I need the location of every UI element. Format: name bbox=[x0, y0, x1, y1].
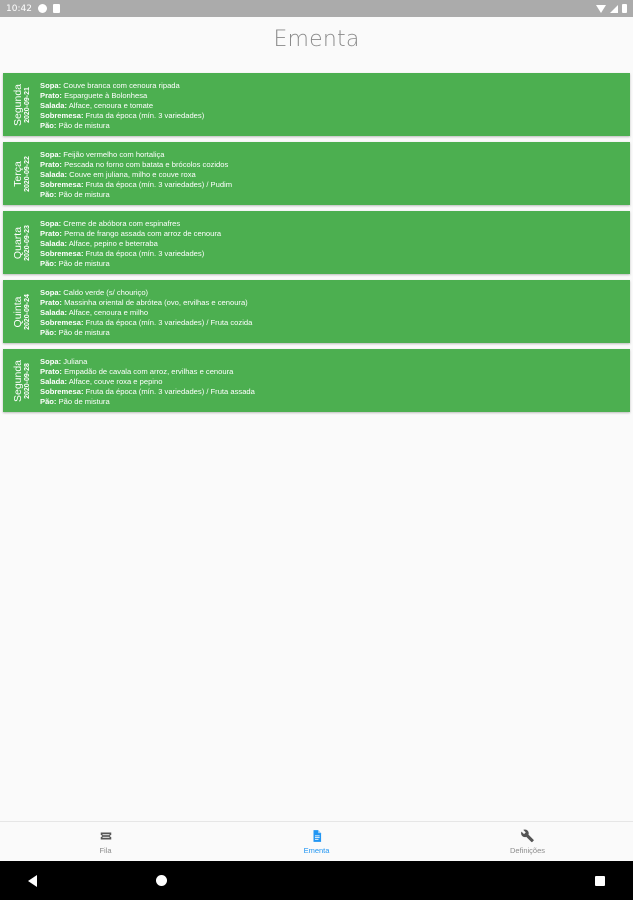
day-items bbox=[40, 280, 252, 343]
nav-item-ementa[interactable] bbox=[211, 822, 422, 861]
back-icon[interactable] bbox=[28, 875, 37, 887]
menu-row-main: Prato: Pescada no forno com batata e brócolos cozidos bbox=[40, 160, 229, 169]
wifi-icon bbox=[596, 5, 606, 13]
menu-row-bread: Pão: Pão de mistura bbox=[40, 259, 110, 268]
menu-row-bread: Pão: Pão de mistura bbox=[40, 397, 110, 406]
day-name: Segunda bbox=[11, 359, 24, 402]
menu-row-bread: Pão: Pão de mistura bbox=[40, 121, 110, 130]
day-card-0[interactable] bbox=[3, 73, 630, 136]
day-items bbox=[40, 349, 255, 412]
menu-row-soup: Sopa: Juliana bbox=[40, 357, 88, 366]
home-icon[interactable] bbox=[156, 875, 167, 886]
day-label bbox=[3, 211, 40, 274]
menu-row-soup: Sopa: Couve branca com cenoura ripada bbox=[40, 81, 180, 90]
day-card-1[interactable] bbox=[3, 142, 630, 205]
battery-icon bbox=[622, 4, 627, 13]
day-name: Terça bbox=[11, 160, 24, 187]
nav-label: Ementa bbox=[303, 845, 330, 855]
nav-item-definicoes[interactable] bbox=[422, 822, 633, 861]
menu-row-soup: Sopa: Feijão vermelho com hortaliça bbox=[40, 150, 165, 159]
status-time: 10:42 bbox=[6, 3, 32, 14]
nav-item-fila[interactable] bbox=[0, 822, 211, 861]
menu-row-bread: Pão: Pão de mistura bbox=[40, 190, 110, 199]
day-card-3[interactable] bbox=[3, 280, 630, 343]
menu-row-salad: Salada: Couve em juliana, milho e couve roxa bbox=[40, 170, 196, 179]
day-name: Quinta bbox=[11, 296, 24, 327]
page-title: Ementa bbox=[273, 27, 360, 52]
document-icon bbox=[310, 829, 324, 843]
day-name: Segunda bbox=[11, 83, 24, 126]
menu-row-main: Prato: Esparguete à Bolonhesa bbox=[40, 91, 148, 100]
menu-row-bread: Pão: Pão de mistura bbox=[40, 328, 110, 337]
day-date: 2020-09-22 bbox=[23, 155, 31, 192]
day-items bbox=[40, 73, 204, 136]
day-label bbox=[3, 73, 40, 136]
day-date: 2020-09-21 bbox=[23, 86, 31, 123]
menu-row-salad: Salada: Alface, pepino e beterraba bbox=[40, 239, 158, 248]
menu-row-main: Prato: Perna de frango assada com arroz de cenoura bbox=[40, 229, 222, 238]
menu-row-dessert: Sobremesa: Fruta da época (mín. 3 variedades) bbox=[40, 111, 205, 120]
menu-row-salad: Salada: Alface, cenoura e milho bbox=[40, 308, 149, 317]
day-name: Quarta bbox=[11, 226, 24, 259]
day-date: 2020-09-28 bbox=[23, 362, 31, 399]
menu-row-salad: Salada: Alface, couve roxa e pepino bbox=[40, 377, 163, 386]
day-date: 2020-09-24 bbox=[23, 293, 31, 330]
day-label bbox=[3, 280, 40, 343]
day-card-4[interactable] bbox=[3, 349, 630, 412]
menu-row-dessert: Sobremesa: Fruta da época (mín. 3 variedades) / Fruta cozida bbox=[40, 318, 253, 327]
day-label bbox=[3, 349, 40, 412]
nav-label: Fila bbox=[99, 845, 112, 855]
menu-row-main: Prato: Massinha oriental de abrótea (ovo, ervilhas e cenoura) bbox=[40, 298, 248, 307]
nav-label: Definições bbox=[509, 845, 546, 855]
menu-row-dessert: Sobremesa: Fruta da época (mín. 3 variedades) / Fruta assada bbox=[40, 387, 255, 396]
menu-list bbox=[3, 73, 630, 418]
signal-icon bbox=[610, 5, 618, 13]
wrench-icon bbox=[521, 829, 535, 843]
system-nav-bar bbox=[0, 861, 633, 900]
day-label bbox=[3, 142, 40, 205]
day-date: 2020-09-23 bbox=[23, 224, 31, 261]
menu-row-soup: Sopa: Caldo verde (s/ chouriço) bbox=[40, 288, 149, 297]
menu-row-dessert: Sobremesa: Fruta da época (mín. 3 variedades) bbox=[40, 249, 205, 258]
recents-icon[interactable] bbox=[595, 876, 605, 886]
ticket-icon bbox=[99, 829, 113, 843]
menu-row-main: Prato: Empadão de cavala com arroz, ervilhas e cenoura bbox=[40, 367, 234, 376]
menu-row-dessert: Sobremesa: Fruta da época (mín. 3 variedades) / Pudim bbox=[40, 180, 233, 189]
sd-card-icon bbox=[53, 4, 60, 13]
day-items bbox=[40, 211, 221, 274]
status-bar bbox=[0, 0, 633, 17]
notification-icon bbox=[38, 4, 47, 13]
day-card-2[interactable] bbox=[3, 211, 630, 274]
bottom-nav bbox=[0, 821, 633, 861]
menu-row-salad: Salada: Alface, cenoura e tomate bbox=[40, 101, 154, 110]
menu-row-soup: Sopa: Creme de abóbora com espinafres bbox=[40, 219, 181, 228]
day-items bbox=[40, 142, 232, 205]
